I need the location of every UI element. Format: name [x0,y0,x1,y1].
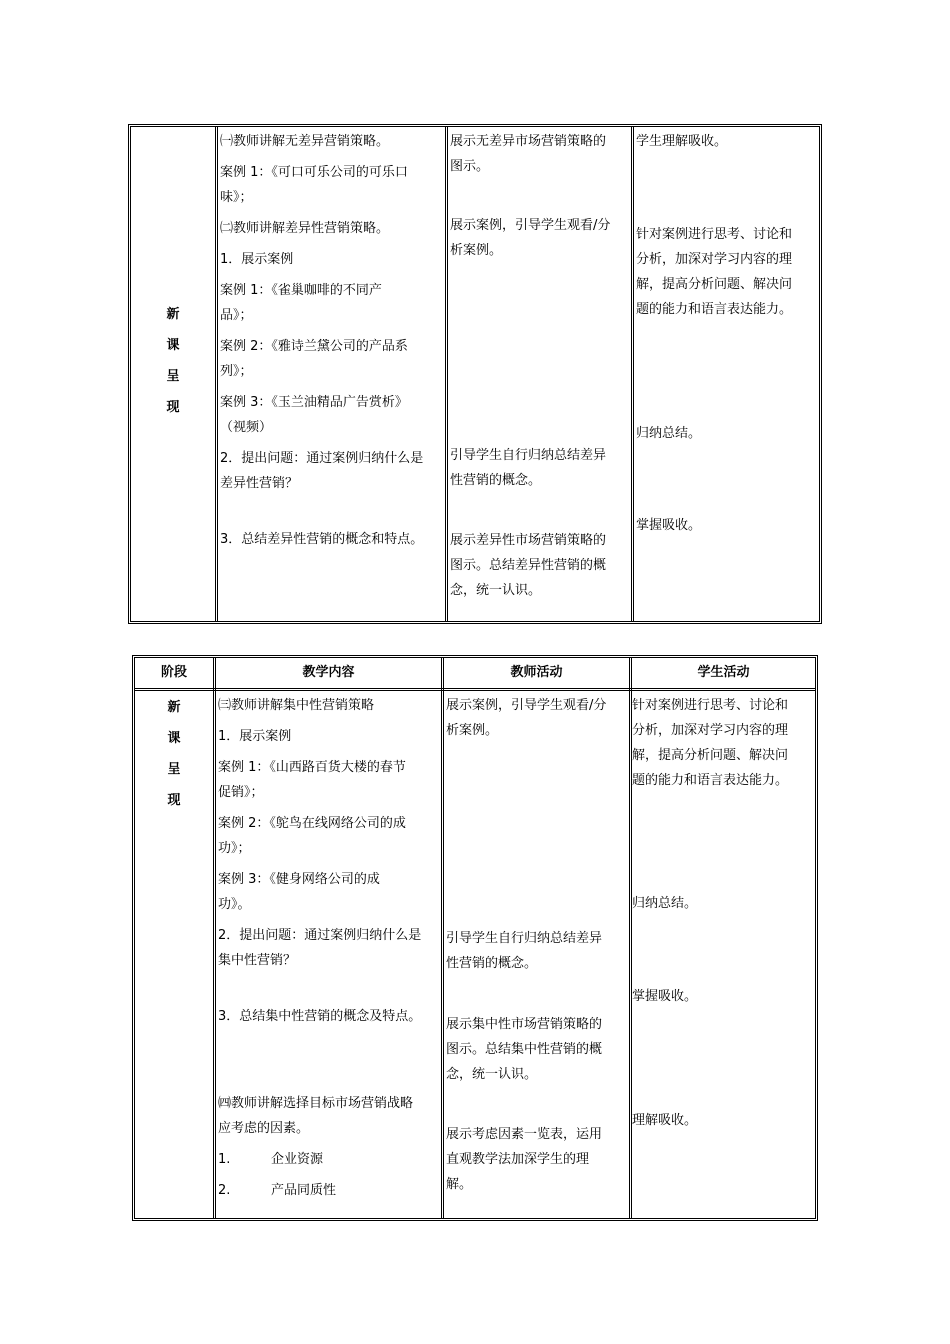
student-line: 针对案例进行思考、讨论和 [636,227,793,242]
content-line: ㈡教师讲解差异性营销策略。 [220,221,390,236]
stage-cell [131,299,215,423]
student-activity-cell [632,693,817,1133]
content-line: 3．总结集中性营销的概念及特点。 [218,1009,422,1024]
content-line: ㈣教师讲解选择目标市场营销战略 [218,1096,414,1111]
teacher-line: 解。 [446,1177,473,1192]
teaching-content-cell [220,129,445,552]
teacher-line: 性营销的概念。 [446,956,538,971]
content-line: ㈠教师讲解无差异营销策略。 [220,134,390,149]
teacher-activity-cell [446,693,631,1197]
student-line: 分析，加深对学习内容的理 [636,252,793,267]
stage-char: 课 [167,731,181,746]
content-line: 味》； [220,190,253,205]
content-line: 案例 1：《可口可乐公司的可乐口 [220,165,408,180]
teacher-line: 图示。 [450,159,490,174]
content-line: （视频） [220,420,273,435]
content-line [218,1178,443,1203]
student-line: 掌握吸收。 [632,989,698,1004]
stage-char: 课 [166,338,180,353]
content-line: 集中性营销？ [218,953,297,968]
content-line: 2．提出问题：通过案例归纳什么是 [220,451,424,466]
column-divider [215,127,218,621]
column-divider [631,127,634,621]
list-item-text: 产品同质性 [271,1183,337,1198]
teacher-line: 引导学生自行归纳总结差异 [450,448,607,463]
student-line: 题的能力和语言表达能力。 [632,773,789,788]
teacher-line: 图示。总结差异性营销的概 [450,558,607,573]
content-line: 案例 1：《雀巢咖啡的不同产 [220,283,382,298]
content-line: 列》； [220,364,253,379]
student-line: 学生理解吸收。 [636,134,728,149]
list-number: 2. [218,1183,231,1198]
header-stage: 阶段 [160,665,187,680]
content-line: 品》； [220,308,253,323]
student-line: 分析，加深对学习内容的理 [632,723,789,738]
teacher-line: 图示。总结集中性营销的概 [446,1042,603,1057]
content-line: 2．提出问题：通过案例归纳什么是 [218,928,422,943]
teacher-line: 念，统一认识。 [450,583,542,598]
content-line: 3．总结差异性营销的概念和特点。 [220,532,424,547]
teacher-activity-cell [450,129,630,603]
header-student-activity: 学生活动 [697,665,750,680]
stage-cell [135,692,213,816]
teaching-content-cell [218,693,443,1203]
content-line: 功》； [218,841,251,856]
student-line: 掌握吸收。 [636,518,702,533]
content-line: 1．展示案例 [220,252,294,267]
teacher-line: 展示考虑因素一览表，运用 [446,1127,603,1142]
student-line: 题的能力和语言表达能力。 [636,302,793,317]
content-line: 案例 2：《雅诗兰黛公司的产品系 [220,339,408,354]
content-line: 应考虑的因素。 [218,1121,310,1136]
teacher-line: 展示无差异市场营销策略的 [450,134,607,149]
teacher-line: 念，统一认识。 [446,1067,538,1082]
student-line: 归纳总结。 [636,426,702,441]
content-line: 案例 3：《玉兰油精品广告赏析》 [220,395,408,410]
teacher-line: 展示集中性市场营销策略的 [446,1017,603,1032]
teacher-line: 展示差异性市场营销策略的 [450,533,607,548]
column-divider [213,658,216,1218]
teacher-line: 性营销的概念。 [450,473,542,488]
content-line: 促销》； [218,785,264,800]
content-line: 1．展示案例 [218,729,292,744]
teacher-line: 析案例。 [446,723,499,738]
content-line: 案例 3：《健身网络公司的成 [218,872,380,887]
stage-char: 呈 [166,369,180,384]
teacher-line: 引导学生自行归纳总结差异 [446,931,603,946]
student-line: 解，提高分析问题、解决问 [636,277,793,292]
stage-char: 呈 [167,762,181,777]
list-item-text: 企业资源 [271,1152,324,1167]
lesson-table-1 [128,124,822,624]
content-line: 功》。 [218,897,251,912]
teacher-line: 直观教学法加深学生的理 [446,1152,590,1167]
content-line: 案例 2：《鸵鸟在线网络公司的成 [218,816,406,831]
lesson-table-2 [132,655,818,1221]
header-divider [135,688,815,691]
student-line: 解，提高分析问题、解决问 [632,748,789,763]
stage-char: 新 [166,307,180,322]
student-line: 归纳总结。 [632,896,698,911]
header-teacher-activity: 教师活动 [510,665,563,680]
content-line [218,1147,443,1172]
header-teaching-content: 教学内容 [302,665,355,680]
content-line: 案例 1：《山西路百货大楼的春节 [218,760,406,775]
stage-char: 现 [167,793,181,808]
teacher-line: 析案例。 [450,243,503,258]
stage-char: 新 [167,700,181,715]
student-line: 针对案例进行思考、讨论和 [632,698,789,713]
content-line: 差异性营销？ [220,476,299,491]
teacher-line: 展示案例，引导学生观看/分 [450,218,611,233]
content-line: ㈢教师讲解集中性营销策略 [218,698,375,713]
stage-char: 现 [166,400,180,415]
student-line: 理解吸收。 [632,1113,698,1128]
teacher-line: 展示案例，引导学生观看/分 [446,698,607,713]
column-divider [445,127,448,621]
student-activity-cell [636,129,821,538]
list-number: 1. [218,1152,231,1167]
